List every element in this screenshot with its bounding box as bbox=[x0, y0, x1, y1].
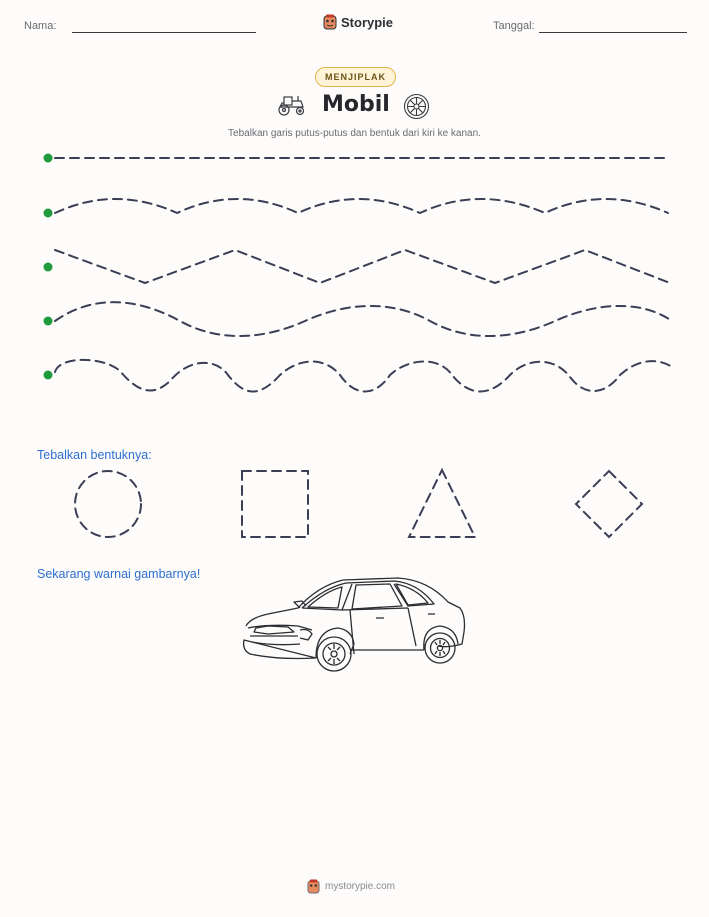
brand-name: Storypie bbox=[341, 14, 394, 30]
start-dot bbox=[44, 263, 53, 272]
name-line[interactable] bbox=[72, 32, 256, 33]
instructions: Tebalkan garis putus-putus dan bentuk dari kiri ke kanan. bbox=[228, 128, 481, 139]
start-dot bbox=[44, 154, 53, 163]
activity-badge: MENJIPLAK bbox=[315, 67, 396, 87]
start-dot bbox=[44, 317, 53, 326]
trace-triangle bbox=[409, 470, 475, 537]
wheel-icon bbox=[403, 93, 430, 120]
brand bbox=[323, 14, 393, 30]
trace-diamond bbox=[576, 471, 642, 537]
coloring-label: Sekarang warnai gambarnya! bbox=[37, 567, 201, 581]
start-dot bbox=[44, 371, 53, 380]
date-label: Tanggal: bbox=[493, 20, 535, 32]
storypie-logo-icon bbox=[323, 14, 337, 30]
car-drawing[interactable] bbox=[238, 574, 470, 684]
trace-square bbox=[242, 471, 308, 537]
name-label: Nama: bbox=[24, 20, 57, 32]
tractor-icon bbox=[276, 93, 306, 117]
shapes-label: Tebalkan bentuknya: bbox=[37, 448, 152, 462]
storypie-logo-icon bbox=[307, 879, 320, 894]
footer bbox=[307, 879, 395, 894]
tracing-line-wave-1 bbox=[55, 199, 668, 213]
tracing-line-loops bbox=[55, 360, 672, 392]
page-title: Mobil bbox=[322, 92, 390, 117]
tracing-lines[interactable] bbox=[0, 145, 709, 395]
start-dot bbox=[44, 209, 53, 218]
footer-site[interactable]: mystorypie.com bbox=[325, 881, 396, 892]
tracing-shapes[interactable] bbox=[0, 462, 709, 547]
tracing-line-zigzag bbox=[55, 250, 670, 283]
trace-circle bbox=[75, 471, 141, 537]
tracing-line-wave-2 bbox=[55, 302, 672, 336]
date-line[interactable] bbox=[539, 32, 687, 33]
